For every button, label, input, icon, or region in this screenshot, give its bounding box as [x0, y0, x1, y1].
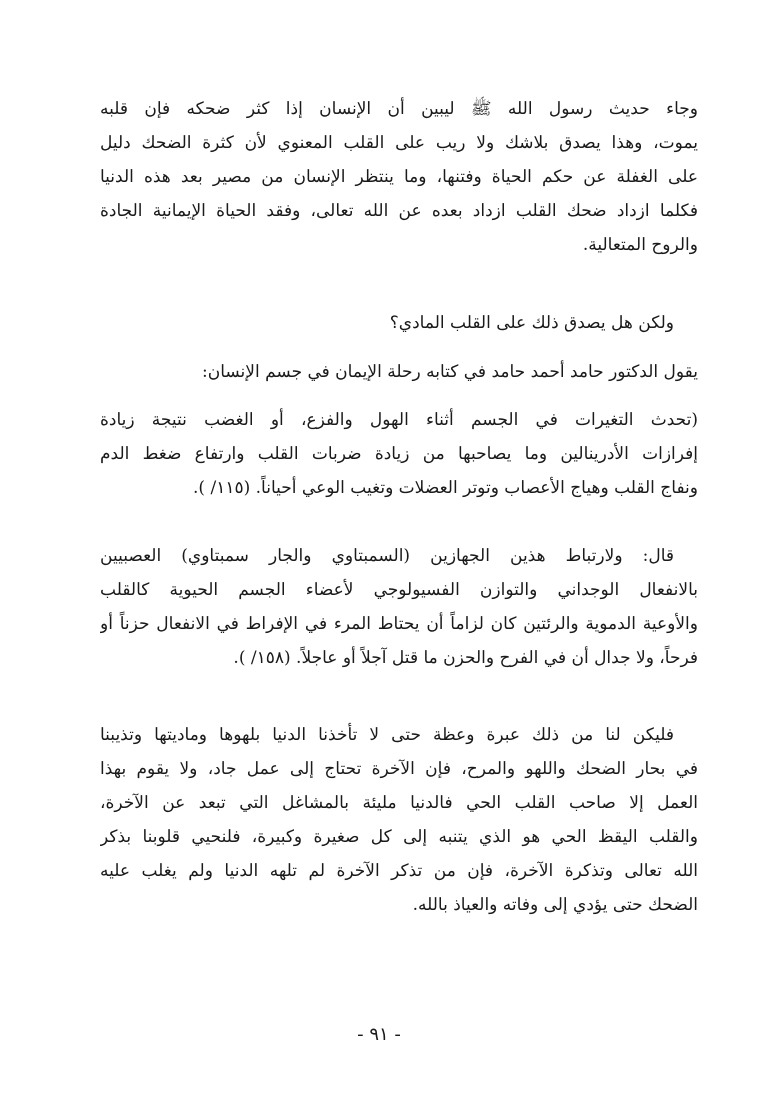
text-line: فليكن لنا من ذلك عبرة وعظة حتى لا تأخذنا الدنيا بلهوها وماديتها وتذيبنا [100, 725, 674, 745]
text-line: والأوعية الدموية والرئتين كان لزاماً أن يحتاط المرء في الإفراط في الانفعال حزناً أو [100, 614, 698, 634]
text-line: العمل إلا صاحب القلب الحي فالدنيا مليئة بالمشاغل التي تبعد عن الآخرة، [100, 793, 698, 813]
text-line: ونفاج القلب وهياج الأعصاب وتوتر العضلات وتغيب الوعي أحياناً. (١١٥/ ). [193, 478, 698, 498]
paragraph-hadith [100, 92, 698, 262]
paragraph-question [100, 306, 698, 340]
text-line: الضحك حتى يؤدي إلى وفاته والعياذ بالله. [412, 895, 698, 915]
text-line: والروح المتعالية. [582, 235, 698, 255]
text-line: والقلب اليقظ الحي هو الذي يتنبه إلى كل صغيرة وكبيرة، فلنحيي قلوبنا بذكر [100, 827, 698, 847]
paragraph-quote-2 [100, 539, 698, 675]
text-line: وجاء حديث رسول الله ﷺ ليبين أن الإنسان إذا كثر ضحكه فإن قلبه [100, 99, 698, 119]
paragraph-conclusion [100, 718, 698, 922]
text-line: على الغفلة عن حكم الحياة وفتنها، وما ينتظر الإنسان من مصير بعد هذه الدنيا [100, 167, 698, 187]
text-line: في بحار الضحك واللهو والمرح، فإن الآخرة تحتاج إلى عمل جاد، ولا يقوم بهذا [100, 759, 698, 779]
text-line: فكلما ازداد ضحك القلب ازداد بعده عن الله تعالى، وفقد الحياة الإيمانية الجادة [100, 201, 698, 221]
paragraph-quote-intro [100, 355, 698, 389]
text-line: يموت، وهذا يصدق بلاشك ولا ريب على القلب المعنوي لأن كثرة الضحك دليل [100, 133, 698, 153]
text-line: بالانفعال الوجداني والتوازن الفسيولوجي لأعضاء الجسم الحيوية كالقلب [100, 580, 698, 600]
text-line: إفرازات الأدرينالين وما يصاحبها من زيادة ضربات القلب وارتفاع ضغط الدم [100, 444, 698, 464]
text-line: فرحاً، ولا جدال أن في الفرح والحزن ما قتل آجلاً أو عاجلاً. (١٥٨/ ). [233, 648, 698, 668]
text-line: الله تعالى وتذكرة الآخرة، فإن من تذكر الآخرة لم تلهه الدنيا ولم يغلب عليه [100, 861, 698, 881]
text-line: يقول الدكتور حامد أحمد حامد في كتابه رحلة الإيمان في جسم الإنسان: [201, 362, 698, 382]
text-line: ولكن هل يصدق ذلك على القلب المادي؟ [389, 313, 674, 333]
paragraph-quote-1 [100, 403, 698, 505]
text-line: قال: ولارتباط هذين الجهازين (السمبتاوي والجار سمبتاوي) العصبيين [100, 546, 674, 566]
page-number: - ٩١ - [357, 1024, 401, 1045]
text-line: (تحدث التغيرات في الجسم أثناء الهول والفزع، أو الغضب نتيجة زيادة [100, 410, 698, 430]
